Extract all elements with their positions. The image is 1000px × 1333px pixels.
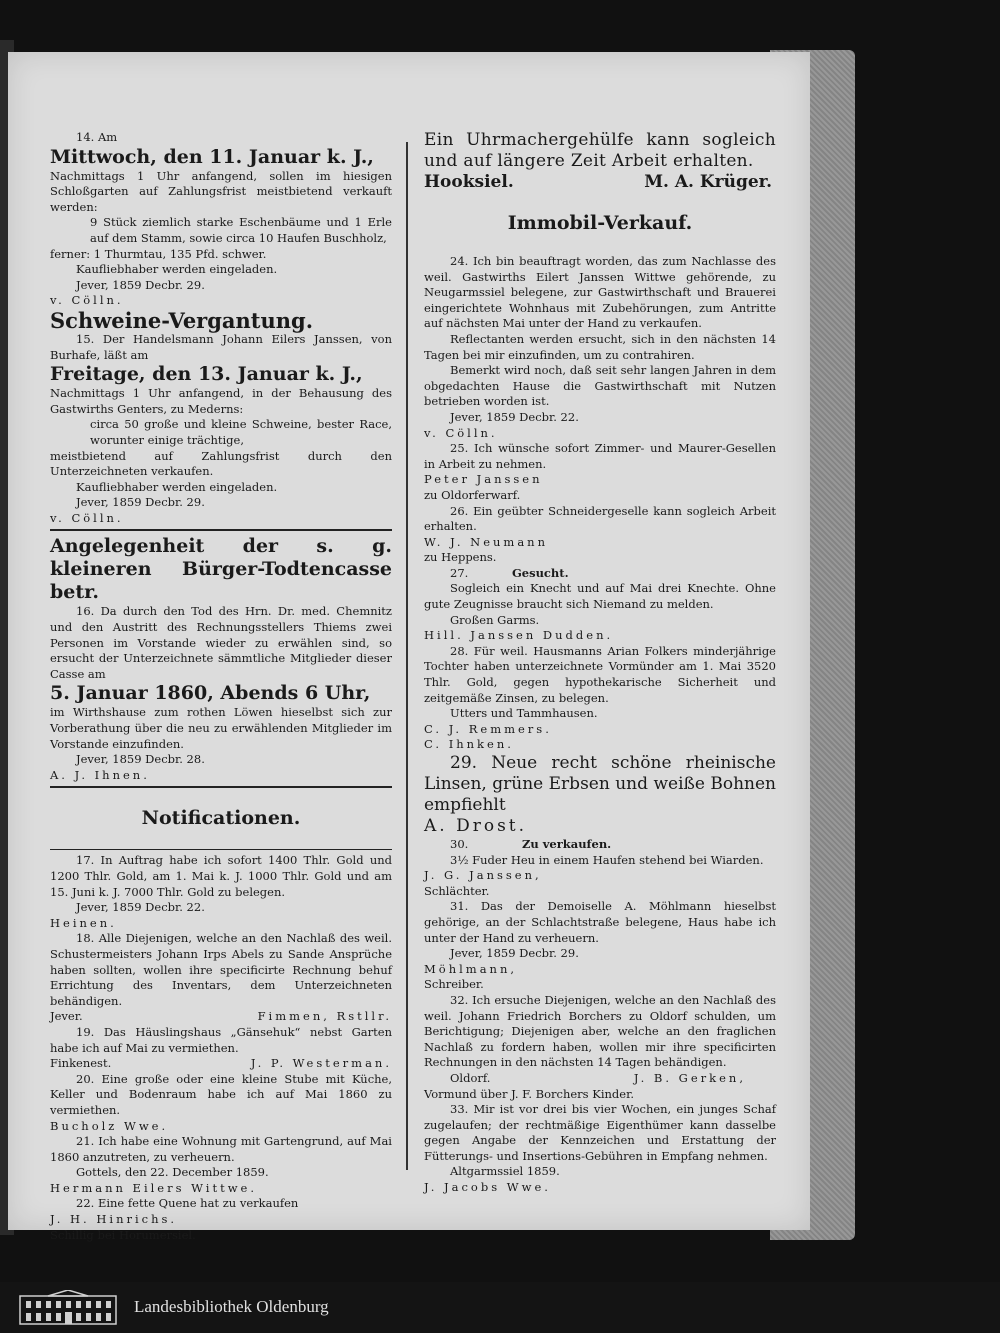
- notice-26-body: 26. Ein geübter Schneidergeselle kann sogleich Arbeit erhalten.: [424, 503, 776, 534]
- notice-watchmaker-body: Ein Uhrmachergehülfe kann sogleich und auf längere Zeit Arbeit erhalten.: [424, 130, 776, 171]
- notice-28-signature: C. J. Remmers.: [424, 721, 552, 736]
- notice-27-number: 27.: [450, 565, 469, 580]
- notice-33-body: 33. Mir ist vor drei bis vier Wochen, ein junges Schaf zugelaufen; der rechtmäßige Eigenthümer kann dasselbe gegen Angabe der Kennzeichen und Erstattung der Fütterungs- und Insertions-Gebühren in Empfang nehmen.: [424, 1102, 776, 1163]
- notice-17: [50, 853, 392, 931]
- notice-19-signature: J. P. Westerman.: [250, 1056, 392, 1071]
- notice-31-body: 31. Das der Demoiselle A. Möhlmann hieselbst gehörige, an der Schlachtstraße belegene, Haus habe ich unter der Hand zu verheuern.: [424, 899, 776, 945]
- notice-28: [424, 644, 776, 753]
- notice-22-body: 22. Eine fette Quene hat zu verkaufen: [76, 1196, 299, 1211]
- notice-21-body: 21. Ich habe eine Wohnung mit Gartengrund, auf Mai 1860 anzutreten, zu verheuern.: [50, 1134, 392, 1164]
- notice-30-heading: Zu verkaufen.: [521, 837, 612, 851]
- notice-33-signature: J. Jacobs Wwe.: [424, 1180, 551, 1195]
- notice-15-body2: Nachmittags 1 Uhr anfangend, in der Behausung des Gastwirths Genters, zu Mederns:: [50, 386, 392, 416]
- notice-15: [50, 309, 392, 527]
- notice-18-place: Jever.: [50, 1009, 83, 1024]
- notice-29: [424, 753, 776, 837]
- notice-24: [424, 254, 776, 441]
- notice-32-footer: [424, 1071, 776, 1087]
- notice-24-place-date: Jever, 1859 Decbr. 22.: [450, 409, 579, 424]
- notice-18-signature: Fimmen, Rstllr.: [257, 1009, 392, 1024]
- notice-19-place: Finkenest.: [50, 1056, 112, 1071]
- notice-26: [424, 504, 776, 566]
- notice-26-signature: W. J. Neumann: [424, 534, 548, 549]
- notice-25-body: 25. Ich wünsche sofort Zimmer- und Maurer-Gesellen in Arbeit zu nehmen.: [424, 441, 776, 471]
- notice-32-place: Oldorf.: [450, 1070, 491, 1085]
- notice-watchmaker-footer: [424, 172, 776, 193]
- notice-14: [50, 130, 392, 309]
- notice-32-body: 32. Ich ersuche Diejenigen, welche an den Nachlaß des weil. Johann Friedrich Borchers zu Oldorf schulden, um Berichtigung; Diejenigen aber, welche an den fraglichen Nachlaß zu fordern haben, wollen mir ihre specificirten Rechnungen in den nächsten 14 Tagen behändigen.: [424, 992, 776, 1070]
- left-column: [50, 130, 392, 1243]
- notice-24-body: 24. Ich bin beauftragt worden, das zum Nachlasse des weil. Gastwirths Eilert Janssen Wittwe gehörende, zu Neugarmssiel belegene, zur Gastwirthschaft und Brauerei eingerichtete Wohnhaus mit Zubehörungen, zum Antritte auf nächsten Mai unter der Hand zu verkaufen.: [424, 254, 776, 331]
- notice-16-body: 16. Da durch den Tod des Hrn. Dr. med. Chemnitz und den Austritt des Rechnungsstellers Thiems zwei Personen im Vorstande wieder zu erwählen sind, so ersucht der Unterzeichnete sämmtliche Mitglieder dieser Casse am: [50, 604, 392, 681]
- notice-watchmaker: [424, 130, 776, 193]
- notice-32: [424, 993, 776, 1102]
- notice-16-body2: im Wirthshause zum rothen Löwen hieselbst sich zur Vorberathung über die neu zu erwählenden Mitglieder im Vorstande einzufinden.: [50, 705, 392, 751]
- notice-29-signature: A. Drost.: [424, 816, 528, 836]
- notice-22-signature: J. H. Hinrichs.: [50, 1212, 178, 1227]
- notice-16-heading: Angelegenheit der s. g. kleineren Bürger-Todtencasse betr.: [50, 535, 392, 604]
- notice-30: [424, 837, 776, 899]
- library-name: Landesbibliothek Oldenburg: [134, 1297, 329, 1316]
- notice-27-heading: Gesucht.: [511, 565, 569, 580]
- notice-25: [424, 441, 776, 503]
- notice-19-footer: [50, 1056, 392, 1072]
- library-building-icon: [18, 1290, 118, 1326]
- notice-18: [50, 931, 392, 1025]
- notice-30-title: [424, 837, 776, 853]
- notice-30-signature2: Schlächter.: [424, 883, 490, 898]
- notice-20: [50, 1072, 392, 1134]
- notice-19: [50, 1025, 392, 1072]
- notice-19-body: 19. Das Häuslingshaus „Gänsehuk“ nebst Garten habe ich auf Mai zu vermiethen.: [50, 1024, 392, 1055]
- notice-16-signature: A. J. Ihnen.: [50, 767, 150, 782]
- notice-26-signature-place: zu Heppens.: [424, 550, 497, 565]
- notice-14-extra: ferner: 1 Thurmtau, 135 Pfd. schwer.: [50, 246, 267, 261]
- notice-27-body: Sogleich ein Knecht und auf Mai drei Knechte. Ohne gute Zeugnisse braucht sich Niemand zu melden.: [424, 581, 776, 612]
- notice-22-signature-place: Schillig bei Horumersiel.: [50, 1227, 196, 1242]
- notice-14-invite: Kaufliebhaber werden eingeladen.: [76, 262, 278, 277]
- notice-27-signature: Hill. Janssen Dudden.: [424, 628, 614, 643]
- notice-watchmaker-signature: M. A. Krüger.: [644, 172, 772, 192]
- notice-15-invite: Kaufliebhaber werden eingeladen.: [76, 479, 278, 494]
- notice-14-body: Nachmittags 1 Uhr anfangend, sollen im hiesigen Schloßgarten auf Zahlungsfrist meistbietend verkauft werden:: [50, 168, 392, 214]
- notice-30-body: 3½ Fuder Heu in einem Haufen stehend bei Wiarden.: [450, 852, 764, 867]
- notice-17-place-date: Jever, 1859 Decbr. 22.: [76, 900, 205, 915]
- notice-32-signature: J. B. Gerken,: [633, 1070, 746, 1085]
- notice-27-title: [424, 566, 776, 582]
- notice-28-signature2: C. Ihnken.: [424, 737, 514, 752]
- column-rule: [406, 142, 408, 1170]
- notice-30-signature: J. G. Janssen,: [424, 868, 542, 883]
- notice-33: [424, 1102, 776, 1196]
- notice-15-body1: 15. Der Handelsmann Johann Eilers Janssen, von Burhafe, läßt am: [50, 331, 392, 362]
- notice-14-items: 9 Stück ziemlich starke Eschenbäume und 1 Erle auf dem Stamm, sowie circa 10 Haufen Buschholz,: [90, 215, 392, 245]
- notice-31-signature2: Schreiber.: [424, 977, 484, 992]
- notice-20-signature: Bucholz Wwe.: [50, 1118, 169, 1133]
- notice-27: [424, 566, 776, 644]
- notice-14-signature: v. Cölln.: [50, 293, 124, 308]
- notice-21-place-date: Gottels, den 22. December 1859.: [76, 1165, 269, 1180]
- notice-24-body2: Reflectanten werden ersucht, sich in den nächsten 14 Tagen bei mir einzufinden, um zu contrahiren.: [424, 331, 776, 362]
- notice-17-signature: Heinen.: [50, 915, 117, 930]
- notice-20-body: 20. Eine große oder eine kleine Stube mit Küche, Keller und Bodenraum habe ich auf Mai 1860 zu vermiethen.: [50, 1071, 392, 1117]
- notice-21-signature: Hermann Eilers Wittwe.: [50, 1180, 258, 1195]
- notice-32-signature2: Vormund über J. F. Borchers Kinder.: [424, 1086, 634, 1101]
- notice-24-signature: v. Cölln.: [424, 425, 498, 440]
- notice-14-date: Mittwoch, den 11. Januar k. J.,: [50, 145, 374, 168]
- notice-15-items: circa 50 große und kleine Schweine, bester Race, worunter einige trächtige,: [90, 417, 392, 447]
- notice-15-date: Freitage, den 13. Januar k. J.,: [50, 363, 363, 386]
- notice-15-body3: meistbietend auf Zahlungsfrist durch den Unterzeichneten verkaufen.: [50, 448, 392, 479]
- notice-28-body: 28. Für weil. Hausmanns Arian Folkers minderjährige Tochter haben unterzeichnete Vormünder am 1. Mai 3520 Thlr. Gold, gegen hypothekarische Sicherheit und zeitgemäße Zinsen, zu belegen.: [424, 643, 776, 705]
- notice-18-body: 18. Alle Diejenigen, welche an den Nachlaß des weil. Schustermeisters Johann Irps Abels zu Sande Ansprüche haben sollten, wollen ihre specificirte Rechnung behuf Errichtung des Inventars, dem Unterzeichneten behändigen.: [50, 931, 392, 1008]
- notice-22: [50, 1196, 392, 1243]
- notice-16-date: 5. Januar 1860, Abends 6 Uhr,: [50, 682, 371, 705]
- library-footer: [0, 1282, 1000, 1333]
- notice-18-footer: [50, 1009, 392, 1025]
- separator-rule: [50, 786, 392, 788]
- notice-31: [424, 899, 776, 993]
- notice-25-signature-place: zu Oldorferwarf.: [424, 487, 521, 502]
- notice-31-signature: Möhlmann,: [424, 961, 518, 976]
- separator-rule: [50, 849, 392, 850]
- notifications-heading: Notificationen.: [141, 807, 301, 830]
- notice-15-place-date: Jever, 1859 Decbr. 29.: [76, 495, 205, 510]
- notice-28-place: Utters und Tammhausen.: [450, 706, 598, 721]
- separator-rule: [50, 529, 392, 531]
- notice-watchmaker-place: Hooksiel.: [424, 172, 514, 192]
- notice-33-place-date: Altgarmssiel 1859.: [450, 1164, 560, 1179]
- notice-27-place: Großen Garms.: [450, 612, 540, 627]
- notice-24-body3: Bemerkt wird noch, daß seit sehr langen Jahren in dem obgedachten Hause die Gastwirthschaft mit Nutzen betrieben worden ist.: [424, 363, 776, 409]
- notice-30-number: 30.: [450, 837, 469, 851]
- notice-16: [50, 535, 392, 783]
- notice-14-place-date: Jever, 1859 Decbr. 29.: [76, 277, 205, 292]
- notice-31-place-date: Jever, 1859 Decbr. 29.: [450, 946, 579, 961]
- notice-21: [50, 1134, 392, 1196]
- notice-25-signature: Peter Janssen: [424, 472, 543, 487]
- notice-15-heading: Schweine-Vergantung.: [50, 307, 314, 333]
- right-column: [424, 130, 776, 1196]
- notice-16-place-date: Jever, 1859 Decbr. 28.: [76, 752, 205, 767]
- notice-17-body: 17. In Auftrag habe ich sofort 1400 Thlr. Gold und 1200 Thlr. Gold, am 1. Mai k. J. 1000 Thlr. Gold und am 15. Juni k. J. 7000 Thlr. Gold zu belegen.: [50, 853, 392, 899]
- immobil-heading: Immobil-Verkauf.: [507, 212, 693, 234]
- notice-15-signature: v. Cölln.: [50, 510, 124, 525]
- notice-29-body: 29. Neue recht schöne rheinische Linsen, grüne Erbsen und weiße Bohnen empfiehlt: [424, 753, 776, 815]
- notice-14-lead: 14. Am: [76, 130, 118, 144]
